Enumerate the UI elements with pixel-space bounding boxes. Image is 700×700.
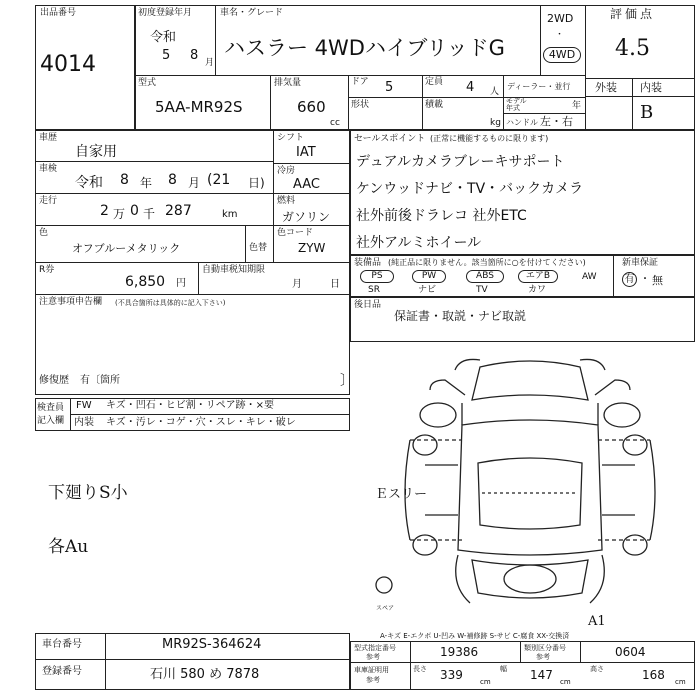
repair-label: 修復歴 [39,375,69,386]
exterior-label: 外装 [595,81,617,94]
hand-note-1: 下廻りS小 [48,483,128,503]
equip-tv: TV [476,285,488,295]
history-label: 車歴 [39,133,58,143]
spare-label: スペア [376,605,395,612]
doors-value: 5 [385,80,394,95]
inspection-day-unit: 日) [248,176,265,190]
displacement-label: 排気量 [274,78,302,88]
load-unit: kg [490,118,501,128]
damage-legend: A-キズ E-エクボ U-凹み W-補修跡 S-サビ C-腐食 XX-交換済 [380,632,570,640]
sales-points-label: セールスポイント [354,134,426,144]
displacement-value: 660 [297,98,326,116]
interior-rating: B [640,102,654,123]
category-value: 0604 [615,645,646,659]
diagram-note-left: Ｅスリー [375,487,428,502]
recycle-unit: 円 [176,278,186,289]
fuel-label: 燃料 [277,196,296,206]
inspection-year: 8 [120,172,129,188]
equip-leather: カワ [528,285,547,295]
registration-label: 初度登録年月 [138,8,193,18]
mileage-sen-unit: 千 [143,207,156,221]
inspector-label-1: 検査員 [37,403,65,413]
later-items-label: 後日品 [354,300,382,310]
mileage-label: 走行 [39,196,58,206]
color-label: 色 [39,228,49,238]
model-year-unit: 年 [572,101,582,111]
vehicle-label: 車名・グレード [220,8,284,18]
handle-value: 左・右 [540,115,573,128]
expiry-day: 日 [330,279,340,290]
fuel-value: ガソリン [282,210,331,224]
drive-4wd-circled: 4WD [543,47,581,63]
equip-ps: PS [360,270,394,283]
drive-dot: ・ [555,30,565,40]
warranty-sep: ・ [640,274,650,285]
inspection-month: 8 [168,172,177,188]
repair-value: 有〔箇所 [80,375,120,386]
equip-airbag: エアB [518,270,558,283]
height-label: 高さ [590,665,604,673]
handle-label: ハンドル [506,118,538,127]
aircon-label: 冷房 [277,166,296,176]
inspection-label: 車検 [39,164,58,174]
lot-number-label: 出品番号 [40,8,77,18]
warranty-yes-circled: 有 [622,272,637,287]
capacity-label: 定員 [425,77,444,87]
type-approval-ref: 参考 [366,653,380,661]
plate-label: 登録番号 [42,666,82,677]
model-label: 型式 [138,78,157,88]
drive-2wd: 2WD [547,12,574,25]
mileage-unit: km [222,209,238,220]
capacity-unit: 人 [490,87,500,97]
interior-label: 内装 [640,81,662,94]
warranty-no: 無 [652,274,663,287]
later-items-value: 保証書・取説・ナビ取説 [394,309,527,323]
mileage-man: 2 [100,203,109,219]
length-label: 長さ [413,665,427,673]
color-code-label: 色コード [277,228,314,238]
width-label: 幅 [500,665,507,673]
capacity-value: 4 [466,80,475,95]
width-value: 147 [530,668,553,682]
height-value: 168 [642,668,665,682]
registration-year: 5 [162,48,171,63]
registration-month-unit: 月 [205,58,215,68]
recycle-value: 6,850 [125,274,166,290]
recycle-label: R券 [39,265,55,275]
equipment-sub: (純正品に限りません。該当箇所に○を付けてください) [388,258,586,267]
equip-pw: PW [412,270,446,283]
vehicle-name: ハスラー 4WDハイブリッドG [224,36,505,60]
model-value: 5AA-MR92S [155,98,243,116]
dimensions-label: 車庫証明用 [354,666,389,674]
expiry-label: 自動車税知期限 [202,265,266,275]
notes-header-sub: (不具合箇所は具体的に記入下さい) [115,299,226,307]
load-label: 積載 [425,100,444,110]
equip-navi: ナビ [418,285,437,295]
mileage-man-unit: 万 [113,207,126,221]
sales-point-3: 社外前後ドラレコ 社外ETC [356,208,527,224]
inspector-row1: キズ・凹石・ヒビ割・リペア跡・×要 [106,400,274,411]
sales-points-sub: (正常に機能するものに限ります) [430,134,549,143]
equip-abs: ABS [466,270,504,283]
shift-label: シフト [277,133,305,143]
inspection-year-unit: 年 [140,176,153,190]
category-ref: 参考 [536,653,550,661]
displacement-unit: cc [330,118,340,128]
dimensions-ref: 参考 [366,676,380,684]
equip-aw: AW [582,272,597,282]
dim-unit-3: cm [675,678,686,686]
rating-score: 4.5 [615,36,650,61]
history-value: 自家用 [75,144,117,160]
color-code: ZYW [298,241,326,255]
equip-sr: SR [368,285,380,295]
lot-number: 4014 [40,52,96,77]
inspector-row2-label: 内装 [74,417,94,428]
sales-point-2: ケンウッドナビ・TV・バックカメラ [356,181,584,197]
registration-era: 令和 [150,30,177,45]
chassis-label: 車台番号 [42,639,82,650]
inspection-month-unit: 月 [188,176,201,190]
color-swap-label: 色替 [249,243,268,253]
color-value: オフブルーメタリック [72,242,181,255]
diagram-note-rear: A1 [588,614,606,629]
sales-point-1: デュアルカメラブレーキサポート [356,154,565,170]
dealer-label: ディーラー・並行 [507,82,571,91]
inspection-era: 令和 [75,175,103,191]
new-car-warranty-label: 新車保証 [622,258,659,268]
category-label: 類別区分番号 [524,644,566,652]
inspector-row1-label: FW [76,400,92,411]
aircon-value: AAC [293,177,320,192]
notes-header-label: 注意事項申告欄 [39,297,103,307]
chassis-value: MR92S-364624 [162,637,262,652]
dim-unit-1: cm [480,678,491,686]
sales-point-4: 社外アルミホイール [356,235,482,251]
type-approval-value: 19386 [440,645,479,659]
shift-value: IAT [296,145,316,160]
rating-label: 評価点 [610,7,656,21]
dim-unit-2: cm [560,678,571,686]
hand-note-2: 各Au [48,537,89,557]
inspection-day: (21 [207,172,231,188]
registration-month: 8 [190,48,199,63]
equipment-label: 装備品 [354,258,382,268]
length-value: 339 [440,668,463,682]
model-year-label: モデル 年式 [506,97,527,112]
inspector-row2: キズ・汚レ・コゲ・穴・スレ・キレ・破レ [106,417,296,428]
expiry-month: 月 [292,279,302,290]
shape-label: 形状 [351,100,370,110]
mileage-rest: 287 [165,203,192,219]
doors-label: ドア [351,77,369,87]
plate-value: 石川 580 め 7878 [150,667,260,682]
type-approval-label: 型式指定番号 [354,644,396,652]
mileage-sen: 0 [130,203,139,219]
inspector-label-2: 記入欄 [37,416,65,426]
